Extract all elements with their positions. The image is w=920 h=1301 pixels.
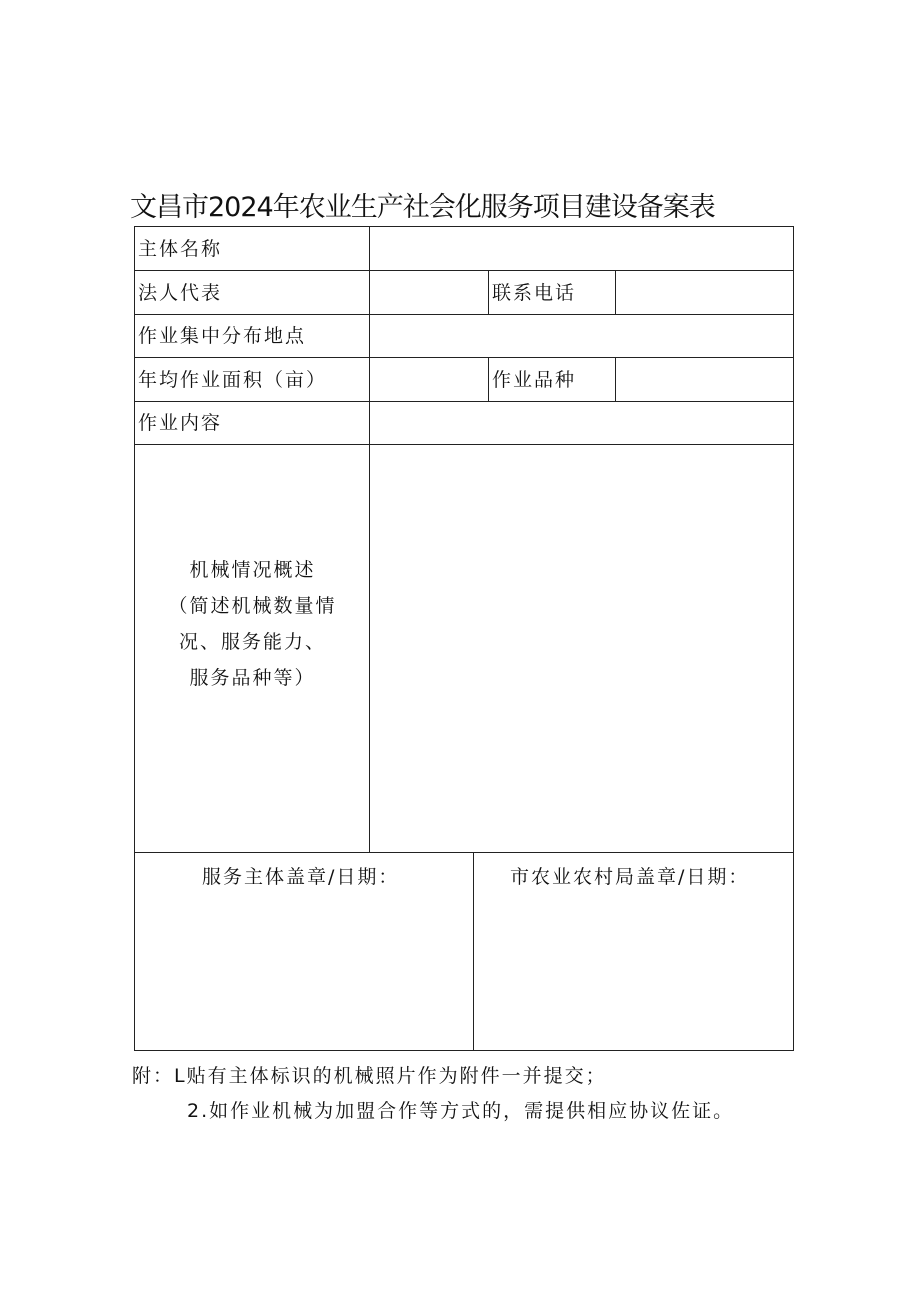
entity-seal-area[interactable] xyxy=(135,853,473,1050)
location-label: 作业集中分布地点 xyxy=(138,325,307,347)
bureau-seal-date-label: 市农业农村局盖章/日期： xyxy=(510,866,750,888)
machinery-label-line: 况、服务能力、 xyxy=(178,631,326,653)
phone-label: 联系电话 xyxy=(492,282,577,304)
area-field[interactable] xyxy=(370,358,488,401)
registration-form-table xyxy=(134,226,794,1051)
machinery-description-label xyxy=(135,552,370,696)
attachment-note-1: 附：L贴有主体标识的机械照片作为附件一并提交； xyxy=(132,1065,607,1087)
attachment-note-2: 2.如作业机械为加盟合作等方式的，需提供相应协议佐证。 xyxy=(187,1100,735,1122)
form-title: 文昌市2024年农业生产社会化服务项目建设备案表 xyxy=(130,192,715,223)
legal-rep-label: 法人代表 xyxy=(138,282,223,304)
column-divider xyxy=(488,270,489,314)
phone-field[interactable] xyxy=(616,271,793,314)
location-field[interactable] xyxy=(370,315,793,357)
machinery-label-line: 机械情况概述 xyxy=(189,559,316,581)
entity-name-label: 主体名称 xyxy=(138,238,223,260)
variety-label: 作业品种 xyxy=(492,369,577,391)
machinery-label-line: （简述机械数量情 xyxy=(168,595,337,617)
area-label: 年均作业面积（亩） xyxy=(138,369,328,391)
machinery-label-line: 服务品种等） xyxy=(189,667,316,689)
content-label: 作业内容 xyxy=(138,412,223,434)
content-field[interactable] xyxy=(370,402,793,444)
machinery-description-field[interactable] xyxy=(370,445,793,852)
legal-rep-field[interactable] xyxy=(370,271,488,314)
bureau-seal-area[interactable] xyxy=(474,853,793,1050)
entity-seal-date-label: 服务主体盖章/日期： xyxy=(202,866,400,888)
entity-name-field[interactable] xyxy=(370,227,793,270)
variety-field[interactable] xyxy=(616,358,793,401)
column-divider xyxy=(488,357,489,401)
